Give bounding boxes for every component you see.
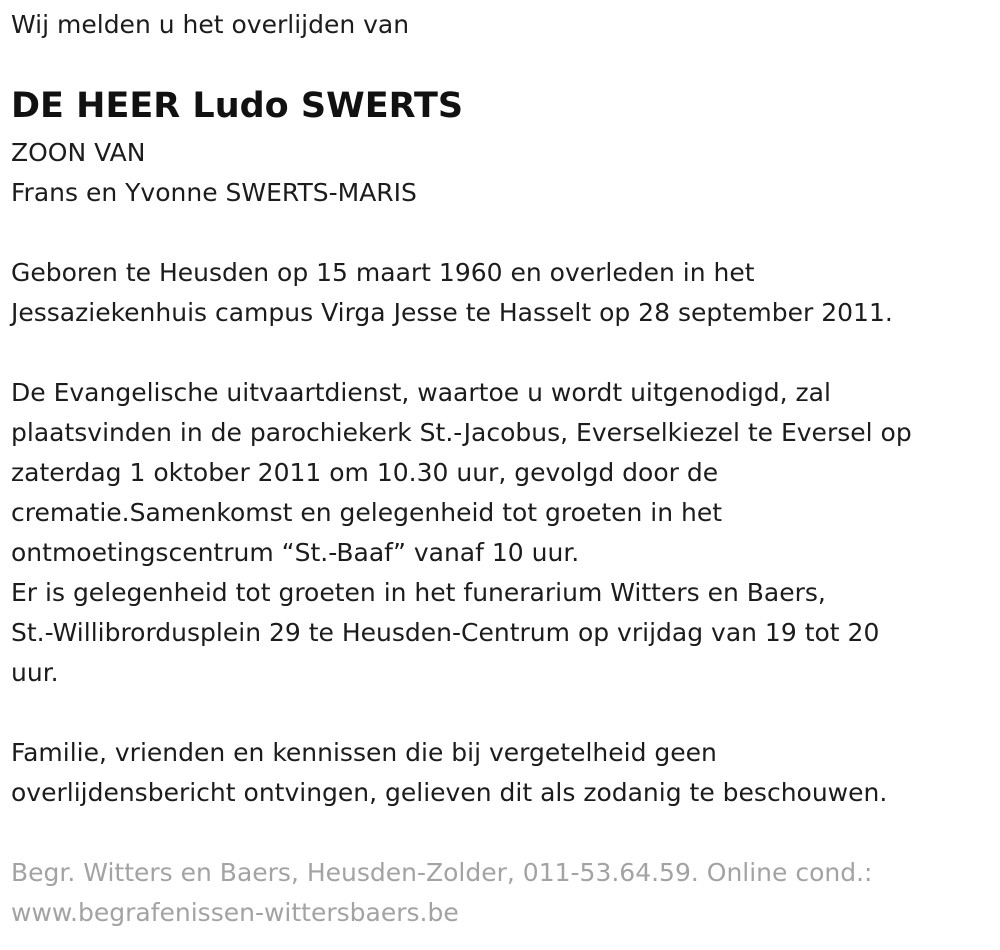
- paragraph-line: crematie.Samenkomst en gelegenheid tot groeten in het: [11, 498, 723, 527]
- footer-website: www.begrafenissen-wittersbaers.be: [11, 898, 459, 927]
- service-paragraph: [11, 373, 912, 693]
- parents-block: [11, 133, 417, 213]
- paragraph-line: Geboren te Heusden op 15 maart 1960 en overleden in het: [11, 258, 755, 287]
- paragraph-line: zaterdag 1 oktober 2011 om 10.30 uur, gevolgd door de: [11, 458, 719, 487]
- deceased-name: DE HEER Ludo SWERTS: [11, 86, 464, 126]
- paragraph-line: Er is gelegenheid tot groeten in het funerarium Witters en Baers,: [11, 578, 826, 607]
- paragraph-line: De Evangelische uitvaartdienst, waartoe u wordt uitgenodigd, zal: [11, 378, 831, 407]
- parents-names: Frans en Yvonne SWERTS-MARIS: [11, 178, 417, 207]
- paragraph-line: uur.: [11, 658, 59, 687]
- paragraph-line: overlijdensbericht ontvingen, gelieven dit als zodanig te beschouwen.: [11, 778, 888, 807]
- birth-death-paragraph: [11, 253, 893, 333]
- paragraph-line: Familie, vrienden en kennissen die bij vergetelheid geen: [11, 738, 717, 767]
- funeral-home-footer: [11, 853, 872, 933]
- family-notice-paragraph: [11, 733, 887, 813]
- son-of-label: ZOON VAN: [11, 138, 146, 167]
- paragraph-line: Jessaziekenhuis campus Virga Jesse te Hasselt op 28 september 2011.: [11, 298, 893, 327]
- paragraph-line: plaatsvinden in de parochiekerk St.-Jacobus, Everselkiezel te Eversel op: [11, 418, 912, 447]
- paragraph-line: ontmoetingscentrum “St.-Baaf” vanaf 10 uur.: [11, 538, 580, 567]
- footer-contact: Begr. Witters en Baers, Heusden-Zolder, 011-53.64.59. Online cond.:: [11, 858, 873, 887]
- paragraph-line: St.-Willibrordusplein 29 te Heusden-Centrum op vrijdag van 19 tot 20: [11, 618, 880, 647]
- intro-text: Wij melden u het overlijden van: [11, 10, 410, 39]
